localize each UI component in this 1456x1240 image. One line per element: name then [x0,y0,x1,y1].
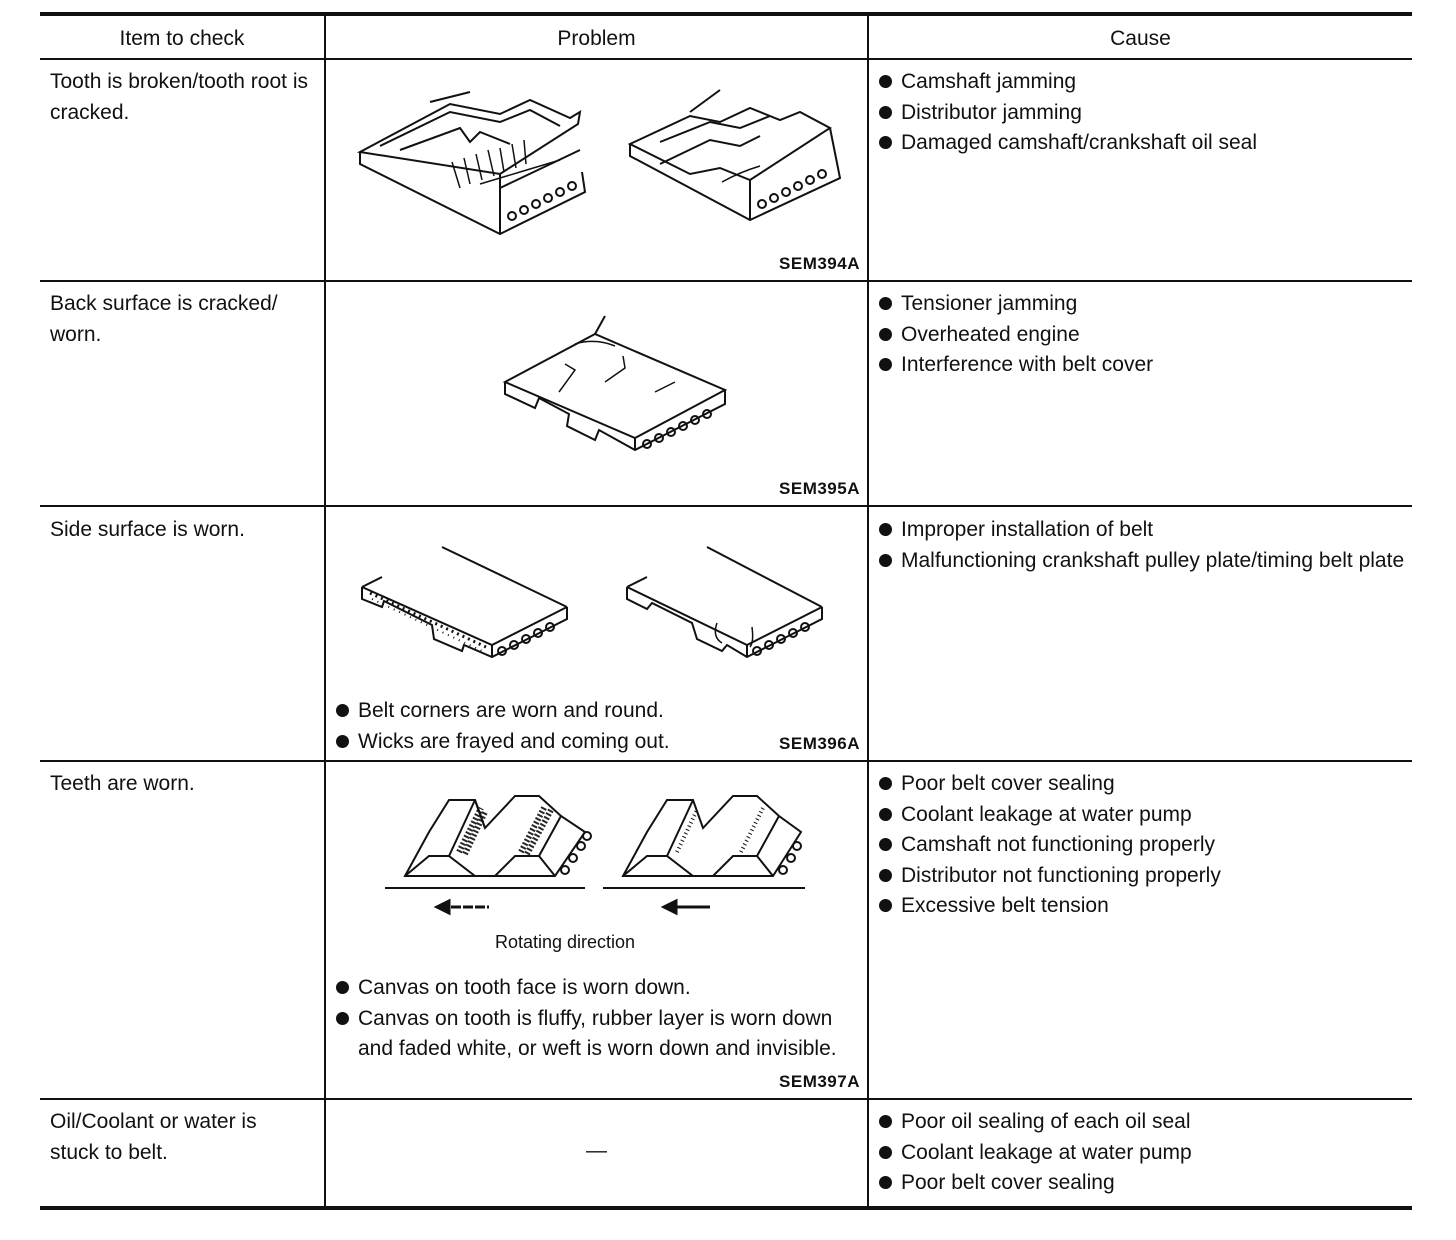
cause-item: Interference with belt cover [877,350,1407,381]
header-cause: Cause [1110,27,1171,50]
header-problem: Problem [557,27,636,50]
figure-code: SEM394A [779,254,860,273]
cause-item: Distributor not functioning properly [877,861,1407,892]
cause-item: Camshaft jamming [877,67,1407,98]
problem-dash: — [586,1139,607,1162]
cause-list [877,1107,1407,1199]
item-cell: Side surface is worn. [50,518,245,541]
problem-note: Canvas on tooth face is worn down. [334,973,862,1004]
arrow-left-icon [662,900,712,914]
belt-illustration-icon [505,312,735,462]
cause-list [877,515,1407,576]
cause-item: Poor belt cover sealing [877,1168,1407,1199]
figure-code: SEM396A [779,734,860,753]
bottom-rule [40,1206,1412,1210]
arrow-left-icon [435,900,491,914]
cause-item: Damaged camshaft/crankshaft oil seal [877,128,1407,159]
figure-caption: Rotating direction [494,932,636,952]
cause-item: Malfunctioning crankshaft pulley plate/timing belt plate [877,546,1407,577]
belt-illustration-icon [362,547,832,682]
item-cell: Teeth are worn. [50,772,195,795]
problem-note: Wicks are frayed and coming out. [334,727,754,758]
belt-illustration-icon [385,792,805,897]
header-rule [40,58,1412,60]
cause-item: Coolant leakage at water pump [877,800,1407,831]
cause-item: Distributor jamming [877,98,1407,129]
cause-list [877,769,1407,922]
cause-list [877,289,1407,381]
column-divider-2 [867,12,869,1208]
cause-item: Poor oil sealing of each oil seal [877,1107,1407,1138]
item-cell: Back surface is cracked/ worn. [50,292,278,346]
cause-list [877,67,1407,159]
row-rule-4 [40,1098,1412,1100]
cause-item: Poor belt cover sealing [877,769,1407,800]
column-divider-1 [324,12,326,1208]
cause-item: Tensioner jamming [877,289,1407,320]
figure-code: SEM395A [779,479,860,498]
cause-item: Camshaft not functioning properly [877,830,1407,861]
problem-notes [334,973,862,1065]
header-item-to-check: Item to check [119,27,245,50]
row-rule-3 [40,760,1412,762]
problem-note: Belt corners are worn and round. [334,696,754,727]
top-rule [40,12,1412,16]
item-cell: Tooth is broken/tooth root is cracked. [50,70,308,124]
row-rule-1 [40,280,1412,282]
cause-item: Coolant leakage at water pump [877,1138,1407,1169]
figure-code: SEM397A [779,1072,860,1091]
cause-item: Excessive belt tension [877,891,1407,922]
problem-note: Canvas on tooth is fluffy, rubber layer is worn down and faded white, or weft is worn down and invisible. [334,1004,862,1065]
row-rule-2 [40,505,1412,507]
belt-inspection-table [40,12,1412,1210]
problem-notes [334,696,754,757]
belt-illustration-icon [360,92,840,232]
item-cell: Oil/Coolant or water is stuck to belt. [50,1110,257,1164]
cause-item: Overheated engine [877,320,1407,351]
cause-item: Improper installation of belt [877,515,1407,546]
